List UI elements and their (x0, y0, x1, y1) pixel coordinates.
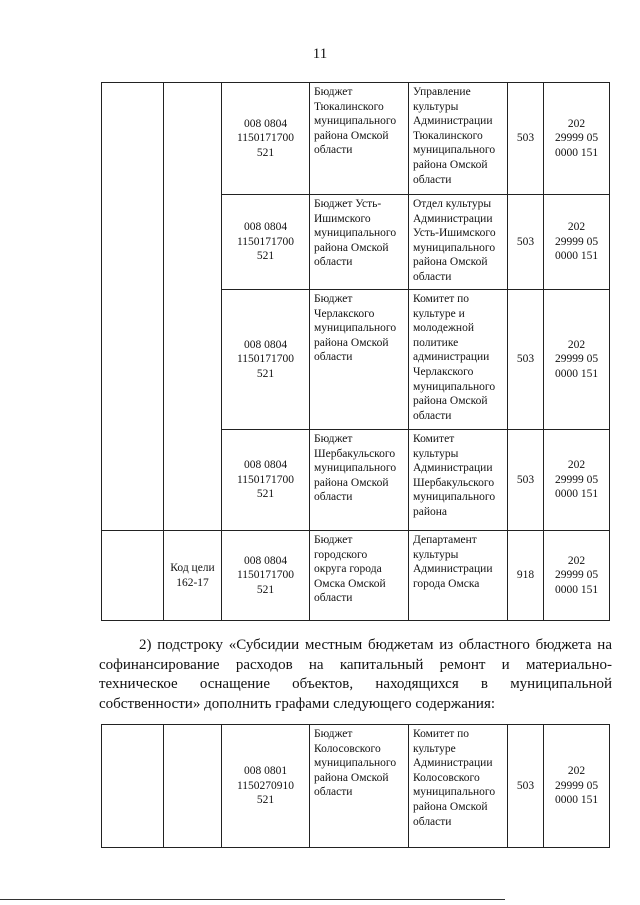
num-cell: 918 (508, 531, 544, 621)
empty-cell (102, 531, 164, 621)
income-code-cell: 202 29999 05 0000 151 (544, 725, 610, 848)
table-row (102, 725, 610, 848)
budget-cell: Бюджет Шербакульского муниципального района Омской области (310, 430, 409, 531)
budget-cell: Бюджет городского округа города Омска Омской области (310, 531, 409, 621)
code-cell: 008 0804 1150171700 521 (222, 290, 310, 430)
table-row (102, 531, 610, 621)
target-code-cell (164, 83, 222, 531)
budget-cell: Бюджет Усть- Ишимского муниципального района Омской области (310, 195, 409, 290)
empty-cell (164, 725, 222, 848)
table-row (102, 83, 610, 195)
num-cell: 503 (508, 195, 544, 290)
empty-cell (102, 83, 164, 531)
administrator-cell: Управление культуры Администрации Тюкалинского муниципального района Омской области (409, 83, 508, 195)
paragraph-line: собственности» дополнить графами следующего содержания: (99, 695, 496, 712)
budget-cell: Бюджет Черлакского муниципального района Омской области (310, 290, 409, 430)
administrator-cell: Комитет культуры Администрации Шербакульского муниципального района (409, 430, 508, 531)
administrator-cell: Отдел культуры Администрации Усть-Ишимского муниципального района Омской области (409, 195, 508, 290)
empty-cell (102, 725, 164, 848)
income-code-cell: 202 29999 05 0000 151 (544, 430, 610, 531)
budget-cell: Бюджет Колосовского муниципального района Омской области (310, 725, 409, 848)
code-cell: 008 0804 1150171700 521 (222, 430, 310, 531)
num-cell: 503 (508, 725, 544, 848)
budget-cell: Бюджет Тюкалинского муниципального района Омской области (310, 83, 409, 195)
income-code-cell: 202 29999 05 0000 151 (544, 531, 610, 621)
num-cell: 503 (508, 83, 544, 195)
code-cell: 008 0804 1150171700 521 (222, 83, 310, 195)
income-code-cell: 202 29999 05 0000 151 (544, 290, 610, 430)
paragraph-line: софинансирование расходов на капитальный ремонт и материально- (99, 656, 612, 673)
income-code-cell: 202 29999 05 0000 151 (544, 195, 610, 290)
num-cell: 503 (508, 430, 544, 531)
code-cell: 008 0801 1150270910 521 (222, 725, 310, 848)
income-code-cell: 202 29999 05 0000 151 (544, 83, 610, 195)
code-cell: 008 0804 1150171700 521 (222, 195, 310, 290)
administrator-cell: Комитет по культуре и молодежной политике администрации Черлакского муниципального района Омской области (409, 290, 508, 430)
page-number: 11 (312, 46, 328, 62)
subsidy-table-1 (101, 82, 610, 621)
paragraph-line: техническое оснащение объектов, находящихся в муниципальной (99, 676, 612, 693)
paragraph-line: 2) подстроку «Субсидии местным бюджетам из областного бюджета на (139, 637, 612, 653)
administrator-cell: Комитет по культуре Администрации Колосовского муниципального района Омской области (409, 725, 508, 848)
num-cell: 503 (508, 290, 544, 430)
amendment-paragraph (99, 636, 612, 714)
target-code-cell: Код цели 162-17 (164, 531, 222, 621)
administrator-cell: Департамент культуры Администрации города Омска (409, 531, 508, 621)
subsidy-table-2 (101, 724, 610, 848)
code-cell: 008 0804 1150171700 521 (222, 531, 310, 621)
footer-divider (0, 899, 505, 900)
